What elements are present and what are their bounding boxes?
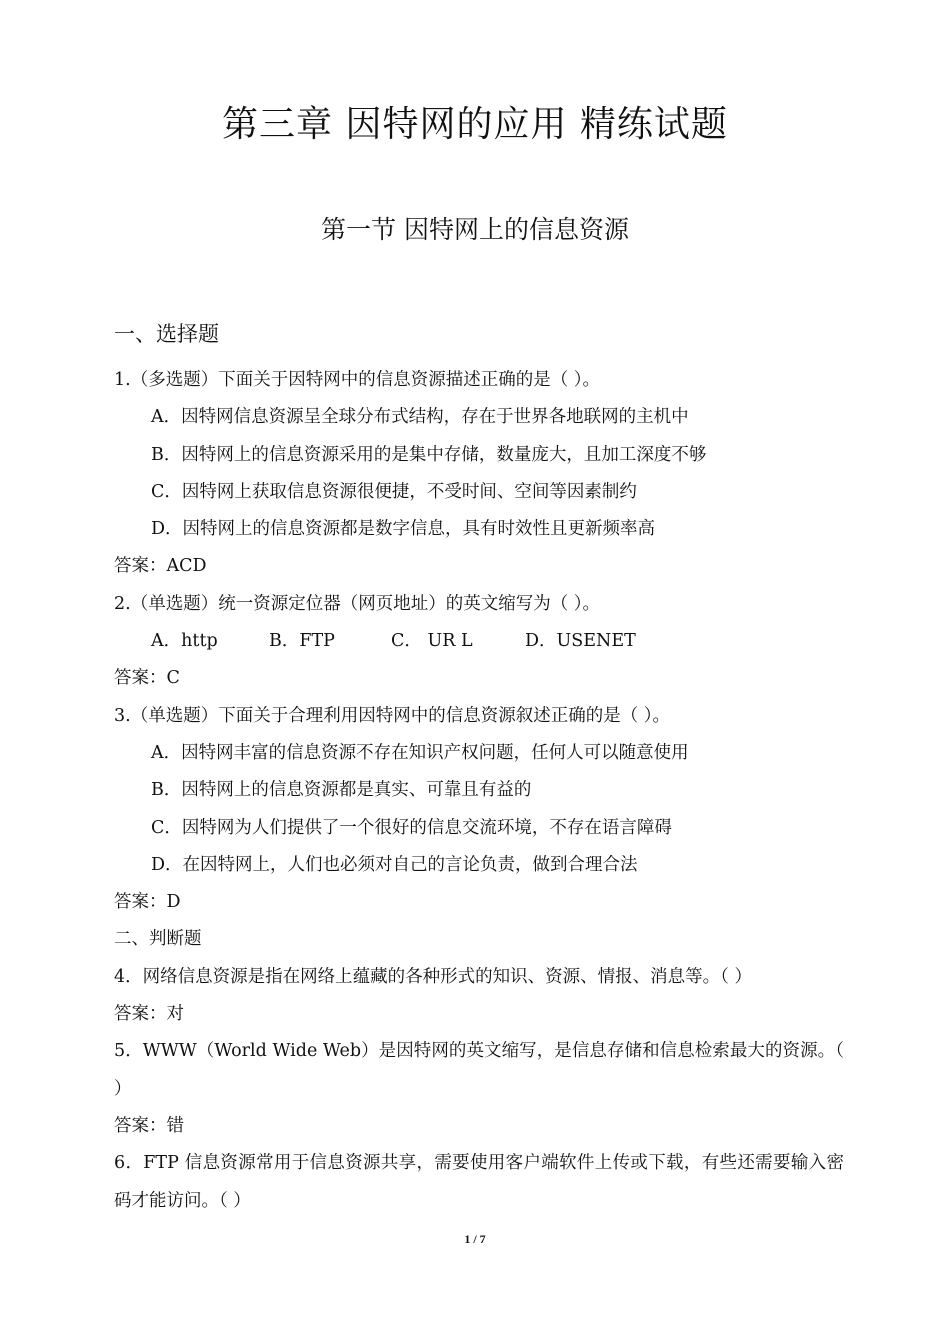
chapter-title: 第三章 因特网的应用 精练试题 [222,104,728,145]
question-6-stem: 6．FTP 信息资源常用于信息资源共享，需要使用客户端软件上传或下载，有些还需要输入密码才能访问。（ ） [114,1153,844,1211]
page-number: 1 / 7 [464,1232,486,1246]
question-3-stem: 3.（单选题）下面关于合理利用因特网中的信息资源叙述正确的是（ ）。 [114,705,671,726]
question-1-option-b: B．因特网上的信息资源采用的是集中存储，数量庞大，且加工深度不够 [151,444,707,465]
question-4-stem: 4．网络信息资源是指在网络上蕴藏的各种形式的知识、资源、情报、消息等。（ ） [114,966,752,987]
question-3-option-b: B．因特网上的信息资源都是真实、可靠且有益的 [151,780,532,801]
question-3-answer: 答案：D [114,892,181,913]
question-2-option-b: B．FTP [269,631,335,652]
question-2-options [114,623,844,660]
question-1-stem: 1.（多选题）下面关于因特网中的信息资源描述正确的是（ ）。 [114,370,601,390]
section-title: 第一节 因特网上的信息资源 [321,215,629,244]
section-heading-true-false: 二、判断题 [114,929,202,950]
question-3-option-a: A．因特网丰富的信息资源不存在知识产权问题，任何人可以随意使用 [151,742,689,763]
question-2-option-a: A．http [151,631,218,652]
question-1-option-c: C．因特网上获取信息资源很便捷，不受时间、空间等因素制约 [151,481,637,502]
question-2-option-c: C． UR L [391,631,473,652]
section-heading-choice: 一、选择题 [114,322,219,346]
question-5-answer: 答案：错 [114,1115,184,1136]
question-1-option-a: A．因特网信息资源呈全球分布式结构，存在于世界各地联网的主机中 [151,407,689,428]
question-list [114,362,844,1220]
question-2-answer: 答案：C [114,668,180,689]
question-1-answer: 答案：ACD [114,556,207,577]
question-1-option-d: D．因特网上的信息资源都是数字信息，具有时效性且更新频率高 [151,519,656,540]
question-3-option-d: D．在因特网上，人们也必须对自己的言论负责，做到合理合法 [151,854,638,875]
question-3-option-c: C．因特网为人们提供了一个很好的信息交流环境，不存在语言障碍 [151,817,672,838]
question-4-answer: 答案：对 [114,1004,184,1025]
question-2-option-d: D．USENET [525,631,636,652]
question-2-stem: 2.（单选题）统一资源定位器（网页地址）的英文缩写为（ ）。 [114,593,601,614]
question-5-stem: 5．WWW（World Wide Web）是因特网的英文缩写，是信息存储和信息检索最大的资源。（ ） [114,1041,844,1099]
